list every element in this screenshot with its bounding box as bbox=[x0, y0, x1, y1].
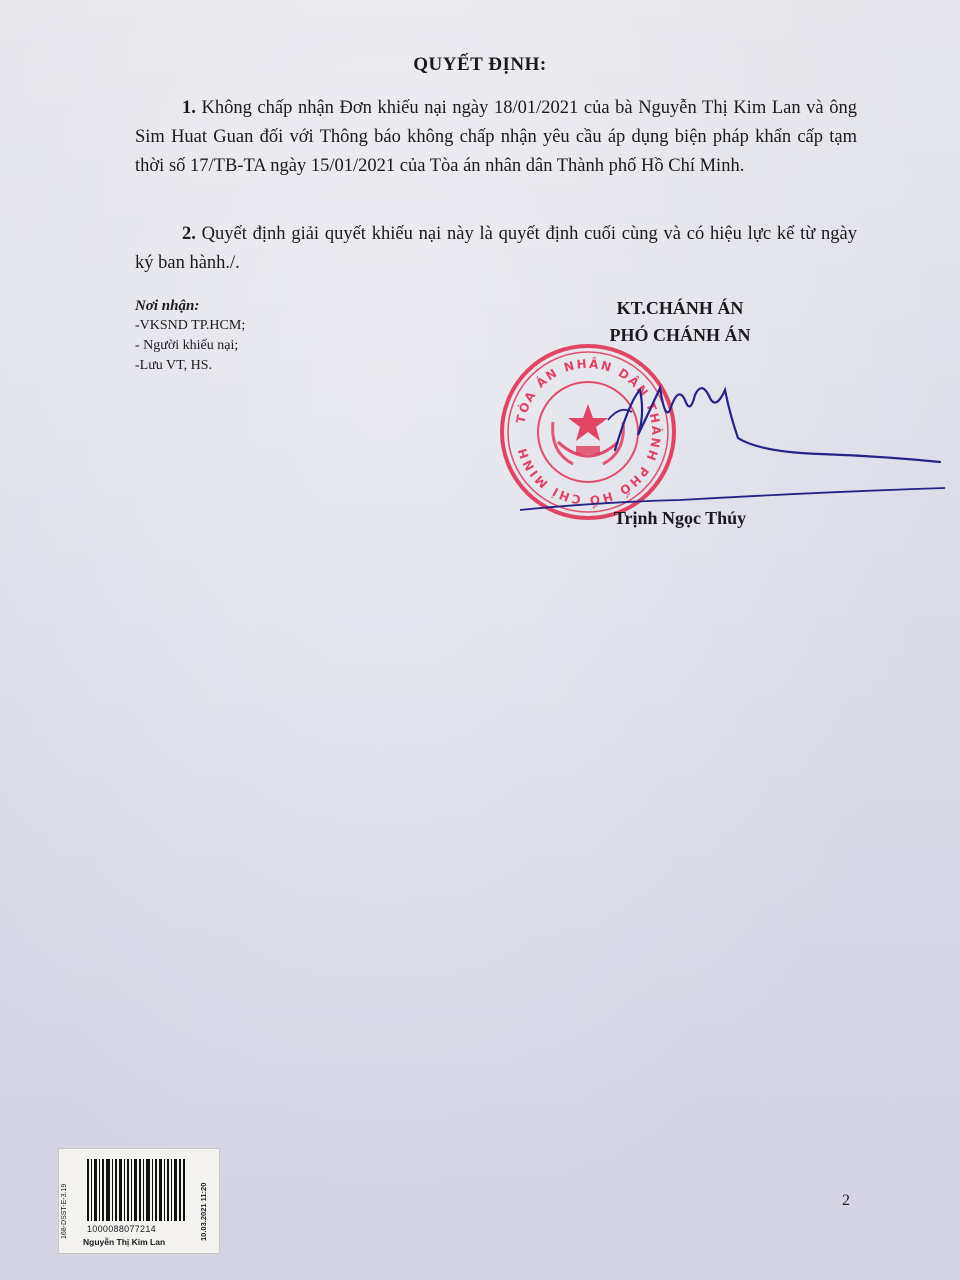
item-text: Không chấp nhận Đơn khiếu nại ngày 18/01/2021 của bà Nguyễn Thị Kim Lan và ông Sim Huat Guan đối với Thông báo không chấp nhận yêu cầu áp dụng biện pháp khẩn cấp tạm thời số 17/TB-TA ngày 15/01/2021 của Tòa án nhân dân Thành phố Hồ Chí Minh. bbox=[135, 98, 857, 176]
barcode-icon bbox=[87, 1159, 187, 1221]
barcode-name: Nguyễn Thị Kim Lan bbox=[83, 1237, 166, 1247]
barcode-code-left: 168-DSST-E-3.19 bbox=[61, 1183, 68, 1239]
decision-item-1 bbox=[135, 94, 857, 181]
barcode-sticker bbox=[58, 1148, 220, 1254]
signer-name: Trịnh Ngọc Thúy bbox=[613, 508, 747, 528]
barcode-datetime: 10.03.2021 11:20 bbox=[199, 1182, 208, 1241]
recipients-heading: Nơi nhận: bbox=[135, 298, 200, 314]
decision-item-2 bbox=[135, 220, 857, 278]
barcode-number: 1000088077214 bbox=[87, 1224, 156, 1234]
item-number: 1. bbox=[182, 98, 196, 118]
page-number: 2 bbox=[842, 1192, 850, 1209]
recipients-block bbox=[135, 296, 245, 376]
document-title: QUYẾT ĐỊNH: bbox=[413, 54, 547, 75]
recipient-line: -VKSND TP.HCM; bbox=[135, 318, 246, 333]
signature-title bbox=[560, 295, 800, 349]
signature-title-line2: PHÓ CHÁNH ÁN bbox=[609, 325, 751, 345]
item-number: 2. bbox=[182, 224, 196, 244]
handwritten-signature bbox=[520, 360, 950, 520]
signature-title-line1: KT.CHÁNH ÁN bbox=[616, 298, 744, 318]
svg-text:TÒA ÁN NHÂN DÂN THÀNH PHỐ HỒ C: TÒA ÁN NHÂN DÂN THÀNH PHỐ HỒ CHÍ MINH bbox=[513, 356, 664, 508]
recipient-line: -Lưu VT, HS. bbox=[135, 358, 213, 373]
recipient-line: - Người khiếu nại; bbox=[135, 338, 239, 353]
item-text: Quyết định giải quyết khiếu nại này là quyết định cuối cùng và có hiệu lực kể từ ngày ký ban hành./. bbox=[135, 224, 857, 273]
